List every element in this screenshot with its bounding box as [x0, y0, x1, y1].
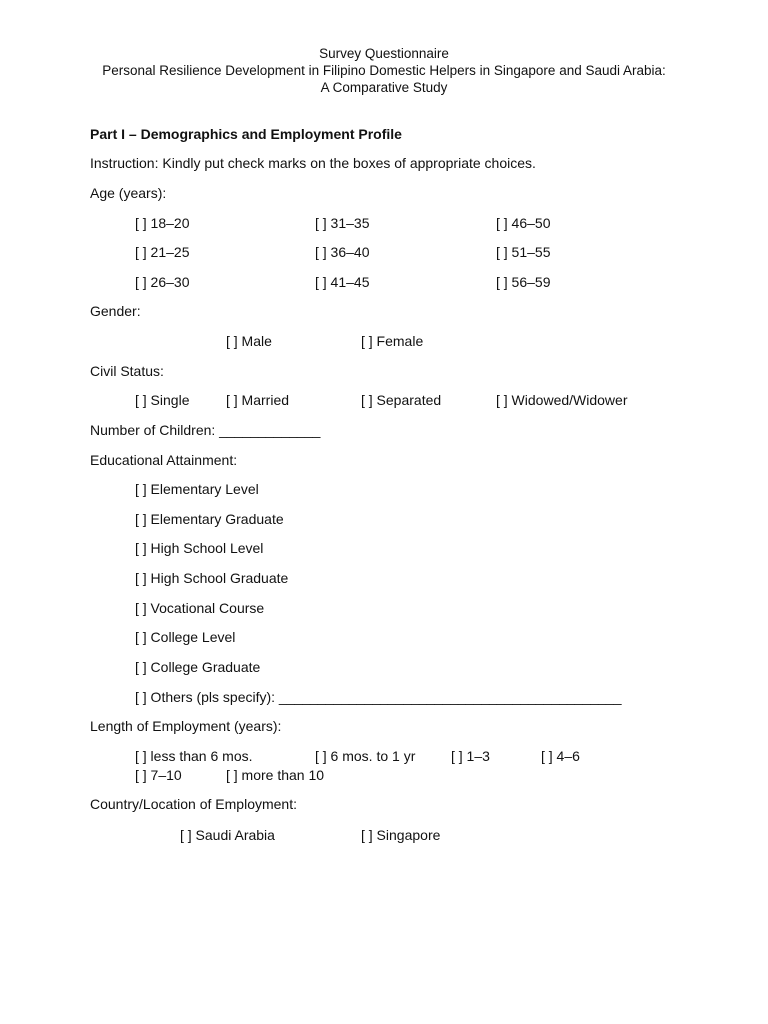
survey-subtitle-cont: A Comparative Study: [320, 80, 448, 95]
employment-option-less-6mos[interactable]: [ ] less than 6 mos.: [135, 748, 253, 764]
civil-option-married[interactable]: [ ] Married: [226, 392, 290, 408]
employment-option-7-10[interactable]: [ ] 7–10: [135, 767, 182, 783]
education-option-vocational[interactable]: [ ] Vocational Course: [135, 600, 265, 616]
education-option-others[interactable]: [ ] Others (pls specify): ____________________________________________: [135, 689, 622, 705]
age-option-51-55[interactable]: [ ] 51–55: [496, 244, 551, 260]
country-option-singapore[interactable]: [ ] Singapore: [361, 827, 441, 843]
age-option-36-40[interactable]: [ ] 36–40: [315, 244, 370, 260]
age-option-56-59[interactable]: [ ] 56–59: [496, 274, 551, 290]
age-option-18-20[interactable]: [ ] 18–20: [135, 215, 190, 231]
employment-option-more-10[interactable]: [ ] more than 10: [226, 767, 325, 783]
civil-option-widowed[interactable]: [ ] Widowed/Widower: [496, 392, 628, 408]
children-count-field[interactable]: Number of Children: _____________: [90, 422, 321, 438]
gender-label: Gender:: [90, 303, 141, 319]
education-option-high-school-level[interactable]: [ ] High School Level: [135, 540, 264, 556]
employment-option-1-3[interactable]: [ ] 1–3: [451, 748, 490, 764]
country-option-saudi-arabia[interactable]: [ ] Saudi Arabia: [180, 827, 275, 843]
age-option-21-25[interactable]: [ ] 21–25: [135, 244, 190, 260]
education-option-elementary-graduate[interactable]: [ ] Elementary Graduate: [135, 511, 284, 527]
education-option-elementary-level[interactable]: [ ] Elementary Level: [135, 481, 259, 497]
age-option-41-45[interactable]: [ ] 41–45: [315, 274, 370, 290]
part1-heading: Part I – Demographics and Employment Profile: [90, 126, 402, 142]
employment-option-6mos-1yr[interactable]: [ ] 6 mos. to 1 yr: [315, 748, 416, 764]
age-option-26-30[interactable]: [ ] 26–30: [135, 274, 190, 290]
gender-option-male[interactable]: [ ] Male: [226, 333, 272, 349]
civil-option-single[interactable]: [ ] Single: [135, 392, 190, 408]
education-option-high-school-graduate[interactable]: [ ] High School Graduate: [135, 570, 289, 586]
civil-option-separated[interactable]: [ ] Separated: [361, 392, 442, 408]
instruction-text: Instruction: Kindly put check marks on the boxes of appropriate choices.: [90, 155, 536, 171]
education-option-college-level[interactable]: [ ] College Level: [135, 629, 236, 645]
age-option-31-35[interactable]: [ ] 31–35: [315, 215, 370, 231]
gender-option-female[interactable]: [ ] Female: [361, 333, 424, 349]
civil-status-label: Civil Status:: [90, 363, 164, 379]
age-option-46-50[interactable]: [ ] 46–50: [496, 215, 551, 231]
education-label: Educational Attainment:: [90, 452, 238, 468]
employment-option-4-6[interactable]: [ ] 4–6: [541, 748, 580, 764]
survey-subtitle: Personal Resilience Development in Filipino Domestic Helpers in Singapore and Saudi Arabia:: [102, 63, 666, 78]
age-label: Age (years):: [90, 185, 167, 201]
country-label: Country/Location of Employment:: [90, 796, 297, 812]
education-option-college-graduate[interactable]: [ ] College Graduate: [135, 659, 261, 675]
employment-length-label: Length of Employment (years):: [90, 718, 282, 734]
survey-title: Survey Questionnaire: [319, 46, 449, 61]
